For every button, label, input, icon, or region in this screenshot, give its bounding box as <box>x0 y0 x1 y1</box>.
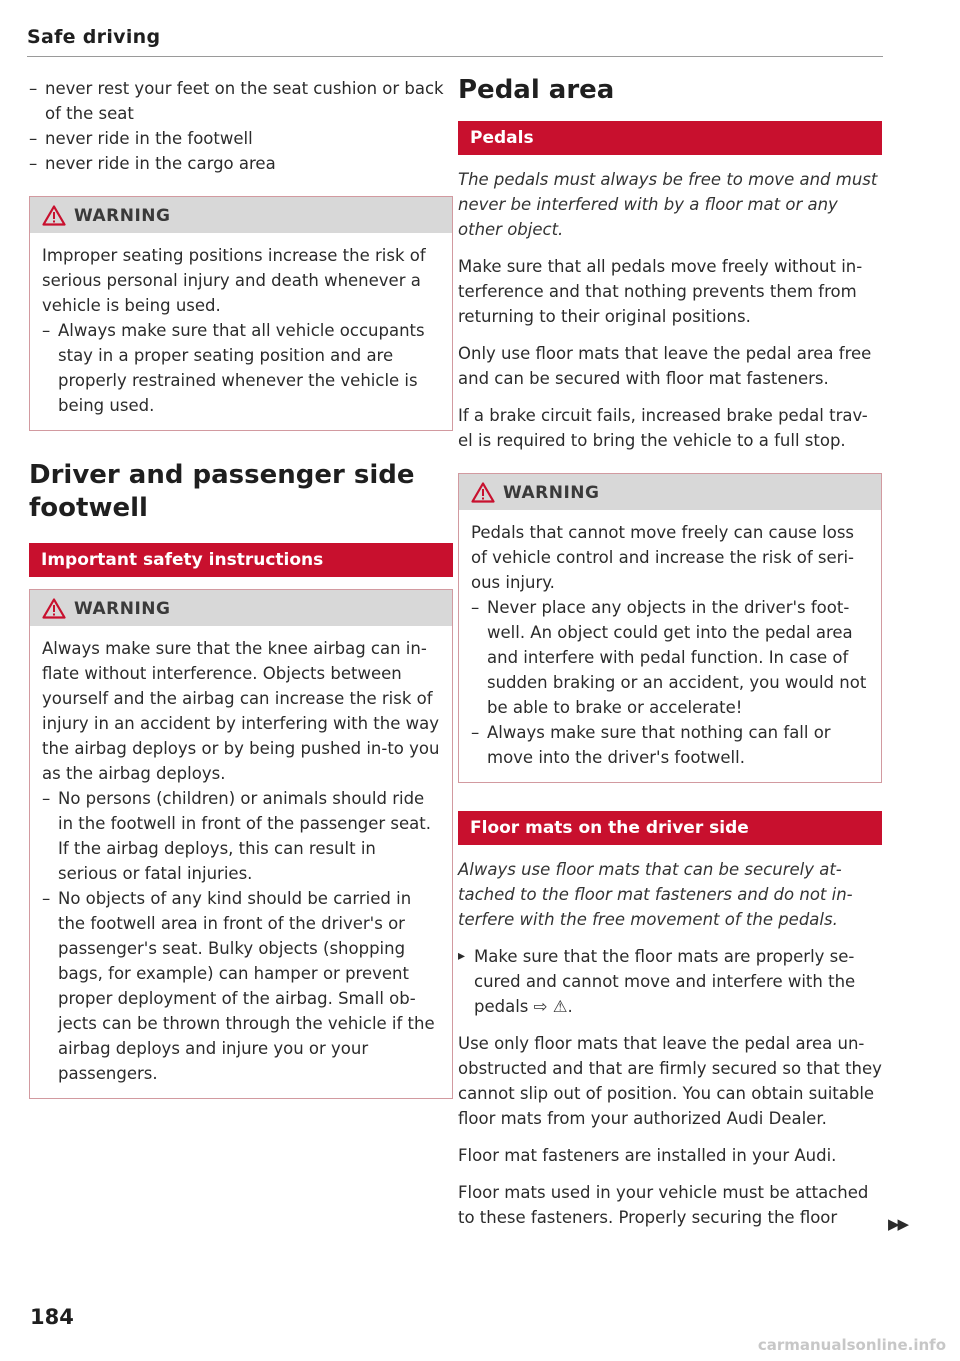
running-header <box>27 26 883 57</box>
warning-label: WARNING <box>74 205 171 226</box>
list-item: – Never place any objects in the driver's foot-well. An object could get into the pedal area and interfere with pedal function. In case of sudden braking or an accident, you would not be able to brake or accelerate! <box>471 595 869 720</box>
floor-mats-intro: Always use floor mats that can be securely at-tached to the floor mat fasteners and do not in-terfere with the free movement of the pedals. <box>458 860 853 929</box>
warning-reference[interactable]: ⇨ ⚠. <box>533 997 573 1016</box>
pedals-intro: The pedals must always be free to move and must never be interfered with by a floor mat or any other object. <box>458 170 878 239</box>
section-heading-footwell: Driver and passenger side footwell <box>29 460 415 523</box>
warning-label: WARNING <box>74 598 171 619</box>
warning-triangle-icon <box>471 482 495 503</box>
warning-label: WARNING <box>503 482 600 503</box>
warning-items <box>42 318 440 418</box>
instruction-step <box>458 944 882 1019</box>
page-number: 184 <box>30 1305 74 1329</box>
warning-header <box>459 474 881 510</box>
warning-items <box>471 595 869 770</box>
paragraph: Only use floor mats that leave the pedal area free and can be secured with floor mat fasteners. <box>458 344 872 388</box>
warning-header <box>30 197 452 233</box>
list-item: – never ride in the footwell <box>29 126 453 151</box>
list-item: – Always make sure that nothing can fall or move into the driver's footwell. <box>471 720 869 770</box>
list-item: – never ride in the cargo area <box>29 151 453 176</box>
seating-rules-list <box>29 76 453 176</box>
section-heading-pedal-area: Pedal area <box>458 75 615 105</box>
list-item: – No objects of any kind should be carried in the footwell area in front of the driver's or passenger's seat. Bulky objects (shopping bags, for example) can hamper or prevent proper deployment of the airbag. Small ob-jects can be thrown through the vehicle if the airbag deploys and injure you or your passengers. <box>42 886 440 1086</box>
section-title: Safe driving <box>27 26 161 48</box>
warning-body <box>459 510 881 782</box>
warning-box-seating <box>29 196 453 431</box>
subheading-important-safety: Important safety instructions <box>29 543 453 577</box>
warning-box-pedals <box>458 473 882 783</box>
right-column <box>458 74 882 1230</box>
watermark: carmanualsonline.info <box>757 1336 946 1354</box>
paragraph: Use only floor mats that leave the pedal area un-obstructed and that are firmly secured so that they cannot slip out of position. You can obtain suitable floor mats from your authorized Audi Dealer. <box>458 1034 882 1128</box>
warning-text: Pedals that cannot move freely can cause loss of vehicle control and increase the risk of seri-ous injury. <box>471 523 855 592</box>
warning-box-knee-airbag <box>29 589 453 1099</box>
paragraph: Floor mat fasteners are installed in your Audi. <box>458 1146 837 1165</box>
list-item: – No persons (children) or animals should ride in the footwell in front of the passenger seat. If the airbag deploys, this can result in serious or fatal injuries. <box>42 786 440 886</box>
continue-arrow-icon: ▶▶ <box>888 1215 908 1233</box>
warning-text: Improper seating positions increase the risk of serious personal injury and death whenever a vehicle is being used. <box>42 246 426 315</box>
warning-triangle-icon <box>42 205 66 226</box>
warning-text: Always make sure that the knee airbag can in-flate without interference. Objects between yourself and the airbag can increase the risk of injury in an accident by interfering with the way the airbag deploys or by being pushed in-to you as the airbag deploys. <box>42 639 440 783</box>
subheading-pedals: Pedals <box>458 121 882 155</box>
warning-body <box>30 233 452 430</box>
left-column <box>29 76 453 1099</box>
list-item: – Always make sure that all vehicle occupants stay in a proper seating position and are properly restrained whenever the vehicle is being used. <box>42 318 440 418</box>
warning-body <box>30 626 452 1098</box>
warning-header <box>30 590 452 626</box>
step-text: Make sure that the floor mats are properly se-cured and cannot move and interfere with the pedals <box>474 947 856 1016</box>
list-item: – never rest your feet on the seat cushion or back of the seat <box>29 76 453 126</box>
paragraph: Make sure that all pedals move freely without in-terference and that nothing prevents them from returning to their original positions. <box>458 257 863 326</box>
warning-triangle-icon <box>42 598 66 619</box>
subheading-floor-mats: Floor mats on the driver side <box>458 811 882 845</box>
warning-items <box>42 786 440 1086</box>
paragraph: If a brake circuit fails, increased brake pedal trav-el is required to bring the vehicle to a full stop. <box>458 406 868 450</box>
paragraph: Floor mats used in your vehicle must be attached to these fasteners. Properly securing the floor <box>458 1183 869 1227</box>
